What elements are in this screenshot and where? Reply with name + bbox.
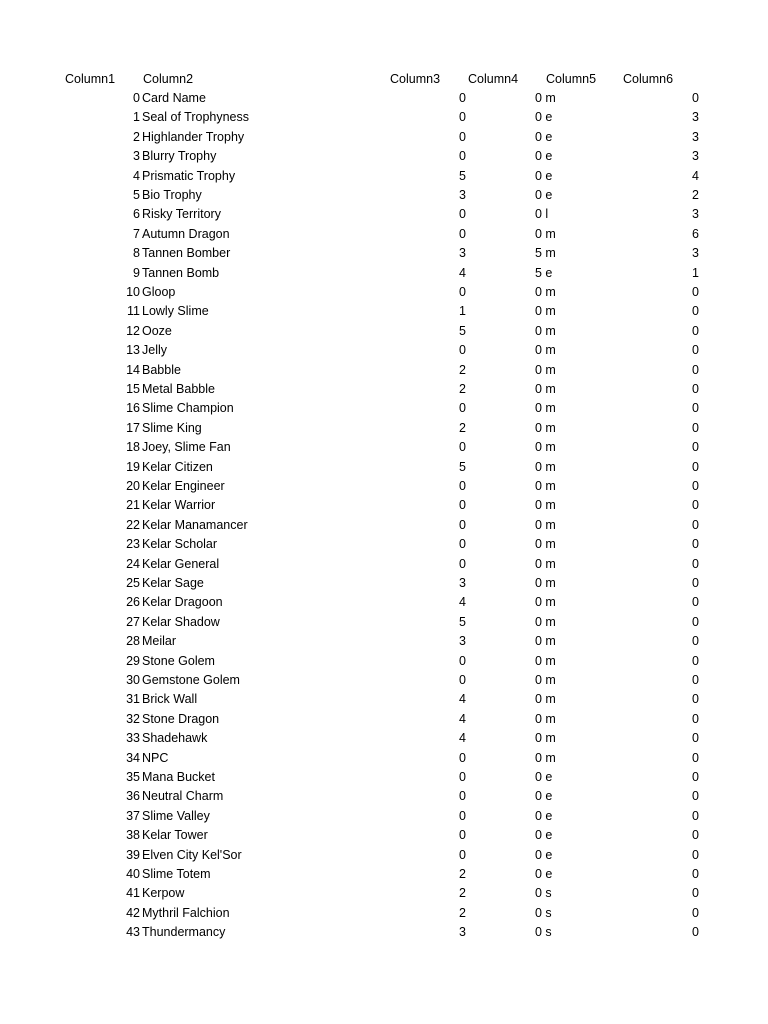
table-row bbox=[0, 399, 768, 418]
card-name-cell: Thundermancy bbox=[142, 925, 226, 940]
column4-cell: 5 m bbox=[535, 246, 556, 261]
row-index-cell: 13 bbox=[126, 343, 140, 358]
column3-cell: 0 bbox=[459, 226, 466, 241]
row-index-cell: 3 bbox=[133, 149, 140, 164]
column4-cell: 0 e bbox=[535, 847, 553, 862]
card-name-cell: Stone Dragon bbox=[142, 711, 220, 726]
column3-cell: 0 bbox=[459, 343, 466, 358]
row-index-cell: 11 bbox=[127, 304, 140, 319]
column3-cell: 1 bbox=[459, 304, 466, 319]
card-name-cell: Elven City Kel'Sor bbox=[142, 847, 242, 862]
column3-cell: 4 bbox=[459, 595, 466, 610]
column3-cell: 0 bbox=[459, 556, 466, 571]
column4-cell: 0 s bbox=[535, 886, 552, 901]
table-row bbox=[0, 671, 768, 690]
column4-cell: 0 s bbox=[535, 925, 552, 940]
table-row bbox=[0, 225, 768, 244]
row-index-cell: 27 bbox=[126, 614, 140, 629]
column4-cell: 0 m bbox=[535, 285, 556, 299]
row-index-cell: 35 bbox=[126, 770, 140, 784]
card-name-cell: NPC bbox=[142, 750, 169, 765]
column6-cell: 6 bbox=[692, 226, 699, 241]
column4-cell: 0 m bbox=[535, 479, 556, 493]
card-name-cell: Slime Totem bbox=[142, 867, 211, 881]
column6-cell: 0 bbox=[692, 692, 699, 707]
column3-cell: 0 bbox=[459, 285, 466, 299]
column6-cell: 0 bbox=[692, 401, 699, 416]
row-index-cell: 41 bbox=[126, 886, 140, 901]
column3-cell: 2 bbox=[459, 905, 466, 920]
column4-cell: 0 e bbox=[535, 789, 553, 804]
column3-cell: 0 bbox=[459, 847, 466, 862]
row-index-cell: 18 bbox=[126, 440, 140, 455]
column4-cell: 0 m bbox=[535, 362, 556, 377]
card-name-cell: Joey, Slime Fan bbox=[142, 440, 231, 455]
table-row bbox=[0, 826, 768, 845]
row-index-cell: 37 bbox=[126, 808, 140, 823]
table-row bbox=[0, 322, 768, 341]
row-index-cell: 33 bbox=[126, 731, 140, 746]
column4-cell: 0 m bbox=[535, 711, 556, 726]
row-index-cell: 6 bbox=[133, 207, 140, 222]
card-name-cell: Babble bbox=[142, 362, 181, 377]
column4-cell: 0 e bbox=[535, 770, 553, 784]
card-name-cell: Slime King bbox=[142, 420, 202, 435]
column4-cell: 0 m bbox=[535, 420, 556, 435]
column3-cell: 0 bbox=[459, 110, 466, 125]
column3-cell: 2 bbox=[459, 382, 466, 396]
card-name-cell: Autumn Dragon bbox=[142, 226, 230, 241]
row-index-cell: 42 bbox=[126, 905, 140, 920]
column3-cell: 0 bbox=[459, 673, 466, 687]
table-row bbox=[0, 302, 768, 321]
table-row bbox=[0, 632, 768, 651]
card-name-cell: Prismatic Trophy bbox=[142, 168, 236, 183]
column4-cell: 0 e bbox=[535, 168, 553, 183]
row-index-cell: 22 bbox=[126, 517, 140, 532]
row-index-cell: 24 bbox=[126, 556, 140, 571]
header-row bbox=[0, 70, 768, 89]
row-index-cell: 5 bbox=[133, 188, 140, 202]
column6-cell: 0 bbox=[692, 925, 699, 940]
column4-cell: 0 m bbox=[535, 653, 556, 668]
column4-cell: 0 m bbox=[535, 440, 556, 455]
column3-cell: 0 bbox=[459, 517, 466, 532]
table-row bbox=[0, 477, 768, 496]
column4-cell: 0 m bbox=[535, 537, 556, 552]
row-index-cell: 39 bbox=[126, 847, 140, 862]
card-name-cell: Kelar General bbox=[142, 556, 220, 571]
card-name-cell: Gloop bbox=[142, 285, 176, 299]
column4-cell: 0 m bbox=[535, 517, 556, 532]
row-index-cell: 4 bbox=[133, 168, 140, 183]
table-row bbox=[0, 555, 768, 574]
row-index-cell: 32 bbox=[126, 711, 140, 726]
column6-cell: 0 bbox=[692, 285, 699, 299]
column3-cell: 2 bbox=[459, 886, 466, 901]
card-name-cell: Ooze bbox=[142, 323, 172, 338]
column3-cell: 5 bbox=[459, 614, 466, 629]
card-name-cell: Metal Babble bbox=[142, 382, 215, 396]
row-index-cell: 12 bbox=[126, 323, 140, 338]
column6-cell: 0 bbox=[692, 576, 699, 590]
column6-cell: 3 bbox=[692, 207, 699, 222]
table-row bbox=[0, 458, 768, 477]
row-index-cell: 29 bbox=[126, 653, 140, 668]
card-name-cell: Kelar Citizen bbox=[142, 459, 213, 474]
column4-cell: 0 m bbox=[535, 614, 556, 629]
column4-cell: 0 m bbox=[535, 304, 556, 319]
table-row bbox=[0, 904, 768, 923]
column3-cell: 5 bbox=[459, 459, 466, 474]
column3-cell: 0 bbox=[459, 207, 466, 222]
column4-cell: 0 m bbox=[535, 323, 556, 338]
column6-cell: 3 bbox=[692, 110, 699, 125]
card-name-cell: Tannen Bomber bbox=[142, 246, 231, 261]
table-row bbox=[0, 787, 768, 806]
row-index-cell: 30 bbox=[126, 673, 140, 687]
column3-cell: 0 bbox=[459, 129, 466, 144]
table-row bbox=[0, 108, 768, 127]
column4-cell: 0 m bbox=[535, 595, 556, 610]
row-index-cell: 14 bbox=[126, 362, 140, 377]
table-row bbox=[0, 535, 768, 554]
row-index-cell: 8 bbox=[133, 246, 140, 261]
column4-cell: 0 e bbox=[535, 808, 553, 823]
column6-cell: 2 bbox=[692, 188, 699, 202]
column4-cell: 0 m bbox=[535, 556, 556, 571]
card-name-cell: Bio Trophy bbox=[142, 188, 202, 202]
column4-cell: 0 e bbox=[535, 828, 553, 843]
column3-cell: 2 bbox=[459, 420, 466, 435]
column6-cell: 0 bbox=[692, 634, 699, 649]
table-row bbox=[0, 496, 768, 515]
column4-cell: 0 m bbox=[535, 576, 556, 590]
column4-cell: 0 m bbox=[535, 634, 556, 649]
column3-cell: 0 bbox=[459, 498, 466, 513]
column3-cell: 2 bbox=[459, 362, 466, 377]
card-name-cell: Neutral Charm bbox=[142, 789, 224, 804]
card-name-cell: Kelar Engineer bbox=[142, 479, 225, 493]
column6-cell: 0 bbox=[692, 886, 699, 901]
row-index-cell: 23 bbox=[126, 537, 140, 552]
column4-cell: 0 m bbox=[535, 731, 556, 746]
column6-cell: 0 bbox=[692, 731, 699, 746]
row-index-cell: 9 bbox=[133, 265, 140, 280]
table-row bbox=[0, 167, 768, 186]
column3-cell: 0 bbox=[459, 808, 466, 823]
column6-cell: 0 bbox=[692, 343, 699, 358]
column6-cell: 0 bbox=[692, 808, 699, 823]
card-name-cell: Risky Territory bbox=[142, 207, 221, 222]
column-header-2: Column2 bbox=[143, 71, 194, 86]
table-row bbox=[0, 729, 768, 748]
card-name-cell: Blurry Trophy bbox=[142, 149, 217, 164]
table-row bbox=[0, 516, 768, 535]
card-name-cell: Jelly bbox=[142, 343, 168, 358]
column-header-3: Column3 bbox=[390, 71, 441, 86]
column3-cell: 0 bbox=[459, 440, 466, 455]
column6-cell: 0 bbox=[692, 323, 699, 338]
card-name-cell: Mythril Falchion bbox=[142, 905, 230, 920]
column4-cell: 0 m bbox=[535, 750, 556, 765]
card-name-cell: Stone Golem bbox=[142, 653, 215, 668]
card-name-cell: Kelar Shadow bbox=[142, 614, 220, 629]
column4-cell: 0 m bbox=[535, 692, 556, 707]
column4-cell: 0 m bbox=[535, 673, 556, 687]
column4-cell: 0 l bbox=[535, 207, 549, 222]
row-index-cell: 17 bbox=[126, 420, 140, 435]
column-header-5: Column5 bbox=[546, 71, 597, 86]
row-index-cell: 16 bbox=[126, 401, 140, 416]
row-index-cell: 1 bbox=[133, 110, 140, 125]
column6-cell: 0 bbox=[692, 673, 699, 687]
row-index-cell: 20 bbox=[126, 479, 140, 493]
column4-cell: 0 s bbox=[535, 905, 552, 920]
column6-cell: 0 bbox=[692, 614, 699, 629]
column6-cell: 0 bbox=[692, 867, 699, 881]
column6-cell: 0 bbox=[692, 91, 699, 105]
column3-cell: 0 bbox=[459, 828, 466, 843]
column-header-6: Column6 bbox=[623, 71, 674, 86]
card-name-cell: Tannen Bomb bbox=[142, 265, 220, 280]
column6-cell: 3 bbox=[692, 149, 699, 164]
row-index-cell: 21 bbox=[126, 498, 140, 513]
column3-cell: 0 bbox=[459, 149, 466, 164]
row-index-cell: 7 bbox=[133, 226, 140, 241]
column-header-4: Column4 bbox=[468, 71, 519, 86]
row-index-cell: 10 bbox=[126, 285, 140, 299]
column4-cell: 0 e bbox=[535, 188, 553, 202]
column4-cell: 0 m bbox=[535, 498, 556, 513]
row-index-cell: 19 bbox=[126, 459, 140, 474]
column3-cell: 4 bbox=[459, 692, 466, 707]
card-name-cell: Gemstone Golem bbox=[142, 673, 240, 687]
row-index-cell: 0 bbox=[133, 91, 140, 105]
table-row bbox=[0, 341, 768, 360]
column6-cell: 0 bbox=[692, 847, 699, 862]
table-row bbox=[0, 807, 768, 826]
row-index-cell: 38 bbox=[126, 828, 140, 843]
table-row bbox=[0, 690, 768, 709]
column6-cell: 0 bbox=[692, 789, 699, 804]
row-index-cell: 15 bbox=[126, 382, 140, 396]
column6-cell: 0 bbox=[692, 905, 699, 920]
table-row bbox=[0, 264, 768, 283]
column3-cell: 3 bbox=[459, 576, 466, 590]
table-row bbox=[0, 574, 768, 593]
column6-cell: 0 bbox=[692, 653, 699, 668]
card-name-cell: Kelar Tower bbox=[142, 828, 208, 843]
row-index-cell: 36 bbox=[126, 789, 140, 804]
table-row bbox=[0, 923, 768, 942]
column3-cell: 0 bbox=[459, 537, 466, 552]
column3-cell: 0 bbox=[459, 750, 466, 765]
column6-cell: 0 bbox=[692, 440, 699, 455]
card-name-cell: Mana Bucket bbox=[142, 770, 215, 784]
table-row bbox=[0, 846, 768, 865]
row-index-cell: 31 bbox=[126, 692, 140, 707]
column3-cell: 4 bbox=[459, 731, 466, 746]
table-row bbox=[0, 652, 768, 671]
column-header-1: Column1 bbox=[65, 71, 116, 86]
table-row bbox=[0, 438, 768, 457]
column6-cell: 0 bbox=[692, 556, 699, 571]
column6-cell: 0 bbox=[692, 459, 699, 474]
column6-cell: 4 bbox=[692, 168, 699, 183]
card-name-cell: Kelar Warrior bbox=[142, 498, 216, 513]
column6-cell: 0 bbox=[692, 537, 699, 552]
card-name-cell: Brick Wall bbox=[142, 692, 198, 707]
table-row bbox=[0, 593, 768, 612]
column6-cell: 1 bbox=[692, 265, 699, 280]
column6-cell: 0 bbox=[692, 595, 699, 610]
column6-cell: 0 bbox=[692, 304, 699, 319]
column4-cell: 0 m bbox=[535, 91, 556, 105]
card-name-cell: Slime Valley bbox=[142, 808, 210, 823]
row-index-cell: 34 bbox=[126, 750, 140, 765]
table-row bbox=[0, 380, 768, 399]
card-name-cell: Lowly Slime bbox=[142, 304, 209, 319]
column3-cell: 0 bbox=[459, 770, 466, 784]
column4-cell: 0 m bbox=[535, 459, 556, 474]
column6-cell: 3 bbox=[692, 129, 699, 144]
column6-cell: 0 bbox=[692, 770, 699, 784]
table-row bbox=[0, 613, 768, 632]
card-name-cell: Highlander Trophy bbox=[142, 129, 245, 144]
column6-cell: 0 bbox=[692, 498, 699, 513]
table-row bbox=[0, 865, 768, 884]
column6-cell: 0 bbox=[692, 479, 699, 493]
column3-cell: 3 bbox=[459, 246, 466, 261]
card-name-cell: Kelar Dragoon bbox=[142, 595, 223, 610]
table-row bbox=[0, 147, 768, 166]
card-name-cell: Kelar Sage bbox=[142, 576, 204, 590]
card-name-cell: Card Name bbox=[142, 91, 206, 105]
table-row bbox=[0, 128, 768, 147]
column3-cell: 5 bbox=[459, 168, 466, 183]
column4-cell: 0 m bbox=[535, 382, 556, 396]
row-index-cell: 26 bbox=[126, 595, 140, 610]
column3-cell: 3 bbox=[459, 188, 466, 202]
table-row bbox=[0, 244, 768, 263]
table-row bbox=[0, 205, 768, 224]
column6-cell: 0 bbox=[692, 362, 699, 377]
column3-cell: 4 bbox=[459, 265, 466, 280]
column6-cell: 0 bbox=[692, 750, 699, 765]
column6-cell: 0 bbox=[692, 420, 699, 435]
table-row bbox=[0, 361, 768, 380]
row-index-cell: 25 bbox=[126, 576, 140, 590]
row-index-cell: 28 bbox=[126, 634, 140, 649]
column6-cell: 3 bbox=[692, 246, 699, 261]
column3-cell: 3 bbox=[459, 634, 466, 649]
column3-cell: 5 bbox=[459, 323, 466, 338]
column3-cell: 0 bbox=[459, 479, 466, 493]
card-name-cell: Kelar Scholar bbox=[142, 537, 218, 552]
column6-cell: 0 bbox=[692, 382, 699, 396]
card-name-cell: Seal of Trophyness bbox=[142, 110, 250, 125]
card-name-cell: Kelar Manamancer bbox=[142, 517, 248, 532]
column4-cell: 0 e bbox=[535, 149, 553, 164]
table-row bbox=[0, 749, 768, 768]
column6-cell: 0 bbox=[692, 828, 699, 843]
table-row bbox=[0, 186, 768, 205]
column4-cell: 0 e bbox=[535, 867, 553, 881]
table-row bbox=[0, 768, 768, 787]
column3-cell: 0 bbox=[459, 789, 466, 804]
column3-cell: 2 bbox=[459, 867, 466, 881]
column3-cell: 3 bbox=[459, 925, 466, 940]
card-name-cell: Kerpow bbox=[142, 886, 185, 901]
column3-cell: 0 bbox=[459, 401, 466, 416]
row-index-cell: 43 bbox=[126, 925, 140, 940]
table-row bbox=[0, 89, 768, 108]
card-name-cell: Slime Champion bbox=[142, 401, 234, 416]
column4-cell: 0 e bbox=[535, 129, 553, 144]
card-name-cell: Shadehawk bbox=[142, 731, 208, 746]
column4-cell: 0 m bbox=[535, 401, 556, 416]
column4-cell: 0 m bbox=[535, 226, 556, 241]
table-row bbox=[0, 710, 768, 729]
card-name-cell: Meilar bbox=[142, 634, 177, 649]
table-row bbox=[0, 283, 768, 302]
column4-cell: 0 e bbox=[535, 110, 553, 125]
column6-cell: 0 bbox=[692, 517, 699, 532]
column3-cell: 4 bbox=[459, 711, 466, 726]
column6-cell: 0 bbox=[692, 711, 699, 726]
table-row bbox=[0, 419, 768, 438]
column4-cell: 0 m bbox=[535, 343, 556, 358]
table-row bbox=[0, 884, 768, 903]
row-index-cell: 2 bbox=[133, 129, 140, 144]
row-index-cell: 40 bbox=[126, 867, 140, 881]
column3-cell: 0 bbox=[459, 653, 466, 668]
column4-cell: 5 e bbox=[535, 265, 553, 280]
column3-cell: 0 bbox=[459, 91, 466, 105]
